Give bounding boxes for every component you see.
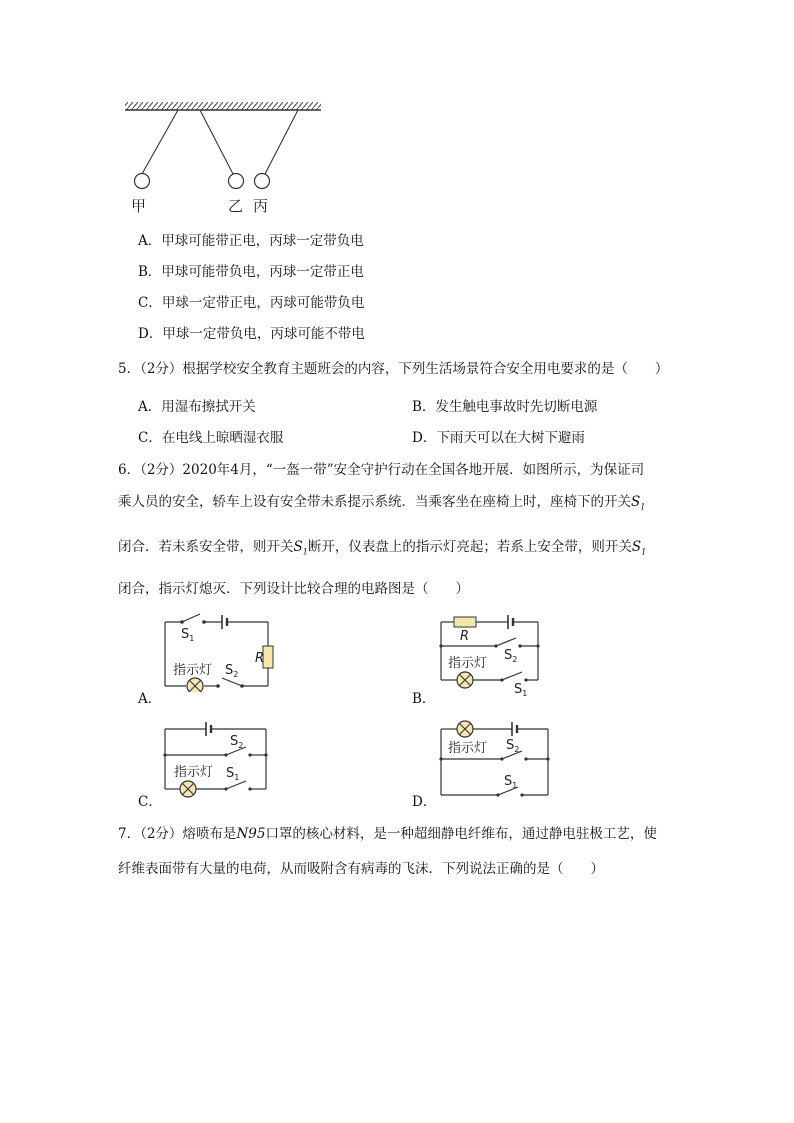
q5-option-d: D．下雨天可以在大树下避雨 [412,430,585,446]
svg-text:S1: $S_1$ [226,766,240,782]
string-jia [142,110,178,174]
resistor-a [263,646,273,668]
q6-line3 [118,535,646,557]
q6-line4: 闭合，指示灯熄灭．下列设计比较合理的电路图是（ ） [118,581,469,597]
circuit-b [436,612,548,698]
q7-line1-text-b: 口罩的核心材料，是一种超细静电纤维布，通过静电驻极工艺，使 [265,826,657,842]
svg-text:S2: $S_2$ [506,738,520,754]
q7-line1 [118,822,657,842]
label-jia: 甲 [131,197,147,215]
q7-n95: N95 [236,826,266,842]
resistor-b [454,617,476,627]
circuit-c-letter: C． [138,794,162,810]
ball-jia [135,174,150,189]
svg-text:S2: $S_2$ [230,734,244,750]
string-yi [200,110,233,174]
q6-line1: 6．（2分）2020年4月，“一盔一带”安全守护行动在全国各地开展．如图所示，为保证司 [118,462,645,478]
q4-option-a: A．甲球可能带正电，丙球一定带负电 [138,233,364,249]
circuit-a-letter: A． [138,691,162,707]
q5-option-b: B．发生触电事故时先切断电源 [412,399,598,415]
q6-line2-text: 乘人员的安全，轿车上设有安全带未系提示系统．当乘客坐在座椅上时，座椅下的开关 [118,494,631,510]
lamp-a [187,678,203,692]
svg-text:S2: $S_2$ [225,663,239,679]
q7-line1-text-a: 7．（2分）熔喷布是 [118,826,237,842]
q5-option-a: A．用湿布擦拭开关 [138,399,256,415]
svg-text:S1: $S_1$ [181,627,195,643]
ball-bing [255,174,270,189]
svg-text:指示灯: 指示灯 [174,765,214,780]
svg-text:指示灯: 指示灯 [173,663,213,678]
svg-text:指示灯: 指示灯 [448,741,488,756]
svg-text:R: R [255,651,265,666]
ceiling-hatch [125,102,321,110]
ball-yi [229,174,244,189]
q6-s1-symbol-2: $S_1$ [293,539,308,557]
q5-option-c: C．在电线上晾晒湿衣服 [138,430,284,446]
circuit-d-letter: D． [412,794,437,810]
q6-line2 [118,490,645,512]
q6-s1-symbol: $S_1$ [631,494,646,512]
circuit-c [160,717,272,803]
pendulum-figure [118,96,338,220]
q7-line2: 纤维表面带有大量的电荷，从而吸附含有病毒的飞沫．下列说法正确的是（ ） [118,861,604,877]
string-bing [265,110,298,174]
q6-s1-symbol-3: $S_1$ [631,539,647,557]
q4-option-c: C．甲球一定带正电，丙球可能带负电 [138,295,365,311]
svg-text:R: R [460,629,470,644]
q4-option-d: D．甲球一定带负电，丙球可能不带电 [138,326,365,342]
q5-stem: 5．（2分）根据学校安全教育主题班会的内容，下列生活场景符合安全用电要求的是（ ） [118,361,669,377]
circuit-d [436,717,554,803]
q6-line3-text-b: 断开，仪表盘上的指示灯亮起；若系上安全带，则开关 [307,539,632,555]
q4-option-b: B．甲球可能带负电，丙球一定带正电 [138,264,364,280]
circuit-a [160,610,280,692]
svg-text:S1: $S_1$ [504,774,518,790]
label-bing: 丙 [253,197,269,215]
circuit-b-letter: B． [412,691,436,707]
svg-text:指示灯: 指示灯 [448,656,488,671]
q6-line3-text-a: 闭合．若未系安全带，则开关 [118,539,294,555]
svg-text:S1: $S_1$ [514,682,528,698]
label-yi: 乙 [228,197,244,215]
svg-text:S2: $S_2$ [504,648,518,664]
